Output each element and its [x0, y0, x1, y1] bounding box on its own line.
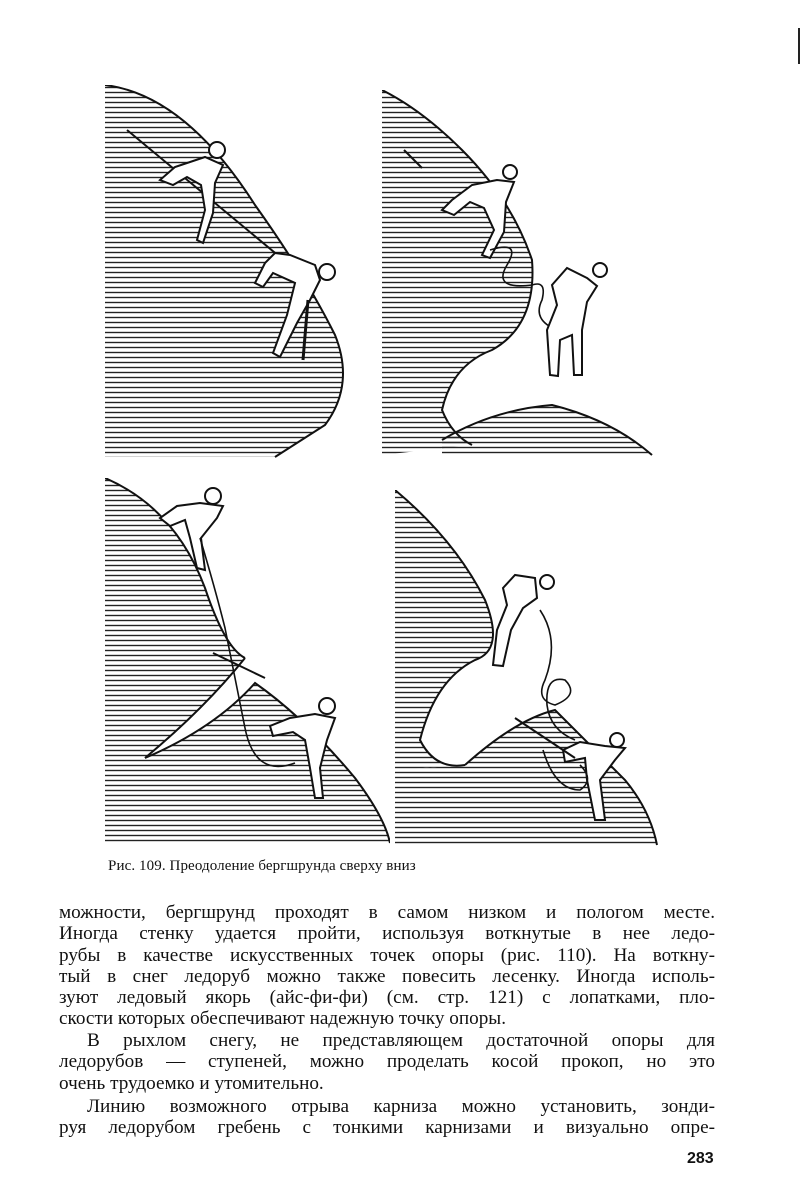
paragraph-2 — [59, 1030, 715, 1094]
figure-caption: Рис. 109. Преодоление бергшрунда сверху вниз — [108, 858, 416, 874]
text-line: можности, бергшрунд проходят в самом низком и пологом месте. — [59, 902, 715, 923]
text-line: Линию возможного отрыва карниза можно установить, зонди- — [87, 1096, 715, 1117]
text-line: скости которых обеспечивают надежную точку опоры. — [59, 1008, 506, 1030]
page-number: 283 — [687, 1150, 714, 1167]
panel-3 — [105, 478, 390, 848]
text-line: Иногда стенку удается пройти, используя воткнутые в нее ледо- — [59, 923, 715, 945]
text-line: зуют ледовый якорь (айс-фи-фи) (см. стр. 121) с лопатками, пло- — [59, 987, 715, 1009]
paragraph-1 — [59, 902, 715, 1030]
text-line: тый в снег ледоруб можно также повесить лесенку. Иногда исполь- — [59, 965, 715, 987]
panel-4 — [395, 490, 660, 850]
text-line: ледорубов — ступеней, можно проделать косой прокоп, но это — [59, 1051, 715, 1073]
text-line: руя ледорубом гребень с тонкими карнизами и визуально опре- — [59, 1117, 715, 1139]
panel-2 — [382, 90, 662, 460]
panel-1 — [105, 85, 355, 465]
paragraph-3 — [59, 1096, 715, 1139]
text-line: очень трудоемко и утомительно. — [59, 1072, 324, 1094]
text-line: рубы в качестве искусственных точек опоры (рис. 110). На воткну- — [59, 944, 715, 966]
text-line: В рыхлом снегу, не представляющем достаточной опоры для — [87, 1030, 715, 1051]
